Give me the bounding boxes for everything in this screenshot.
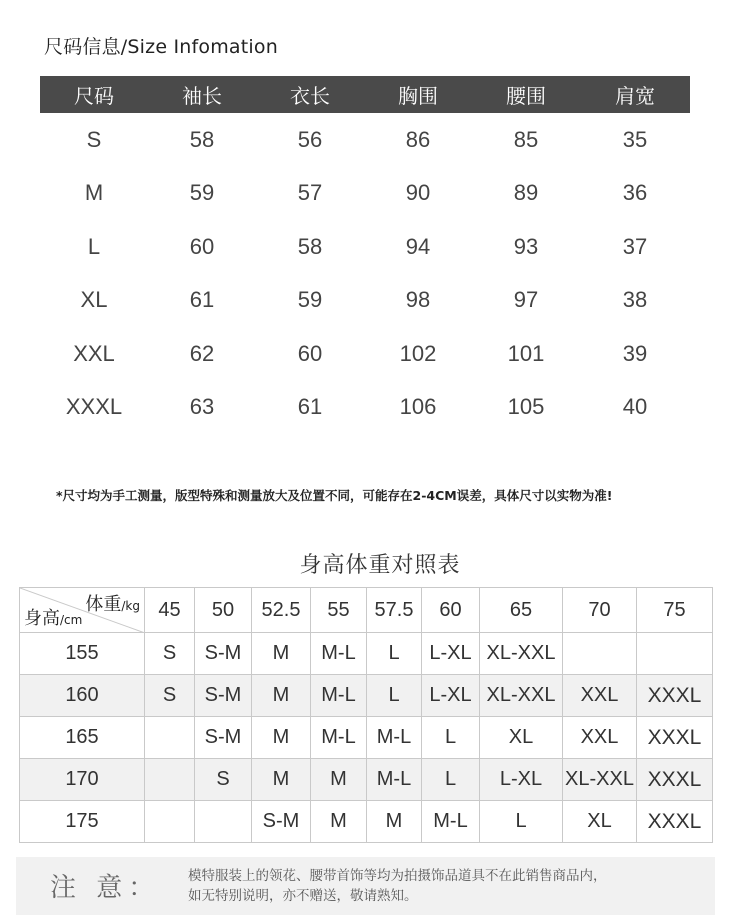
table-cell: S: [195, 759, 252, 801]
table-row: [40, 113, 690, 167]
notice-label: 注 意：: [50, 873, 161, 903]
table-cell: S-M: [252, 801, 311, 843]
height-cell: 165: [20, 717, 145, 759]
table-cell: M: [84, 180, 104, 206]
table-row: [40, 274, 690, 328]
table-cell: 85: [513, 126, 539, 152]
table-cell: M: [252, 759, 311, 801]
table-row: [40, 167, 690, 221]
page-title: 尺码信息/Size Infomation: [44, 36, 278, 58]
table-cell: 35: [622, 126, 648, 152]
notice-line: 模特服装上的领花、腰带首饰等均为拍摄饰品道具不在此销售商品内，: [188, 868, 607, 884]
table-cell: M: [311, 759, 367, 801]
table-cell: L: [480, 801, 563, 843]
height-cell: 175: [20, 801, 145, 843]
table-cell: XXXL: [637, 675, 713, 717]
notice-box: [16, 857, 715, 915]
header-garment-length: 衣长: [256, 76, 364, 113]
table-cell: [145, 801, 195, 843]
table-cell: S: [145, 675, 195, 717]
table-cell: 39: [622, 340, 648, 366]
table-cell: M-L: [422, 801, 480, 843]
height-weight-table: [19, 587, 713, 843]
table-cell: M: [367, 801, 422, 843]
table-cell: S: [145, 633, 195, 675]
table-cell: L-XL: [480, 759, 563, 801]
table-row: [40, 381, 690, 435]
table-cell: [637, 633, 713, 675]
size-table-header-row: [40, 76, 690, 113]
table-cell: 60: [189, 233, 215, 259]
height-axis-label: 身高/cm: [24, 608, 83, 629]
table-cell: 59: [189, 180, 215, 206]
header-chest: 胸围: [364, 76, 472, 113]
reference-title: 身高体重对照表: [299, 553, 461, 578]
header-size: 尺码: [40, 76, 148, 113]
table-row: [20, 717, 713, 759]
size-table: [40, 76, 690, 434]
weight-header-row: [20, 588, 713, 633]
table-cell: 56: [297, 126, 323, 152]
notice-text: [188, 866, 708, 906]
table-cell: 59: [297, 287, 323, 313]
weight-header-cell: 45: [145, 588, 195, 633]
table-cell: L-XL: [422, 675, 480, 717]
table-row: [20, 801, 713, 843]
table-cell: S-M: [195, 675, 252, 717]
table-cell: M-L: [367, 759, 422, 801]
table-cell: 63: [189, 394, 215, 420]
table-cell: M: [252, 633, 311, 675]
header-sleeve-length: 袖长: [148, 76, 256, 113]
table-cell: 40: [622, 394, 648, 420]
height-cell: 170: [20, 759, 145, 801]
table-cell: 101: [507, 340, 545, 366]
table-cell: L: [422, 717, 480, 759]
table-cell: 94: [405, 233, 431, 259]
weight-header-cell: 70: [563, 588, 637, 633]
table-cell: 93: [513, 233, 539, 259]
table-cell: XXL: [73, 340, 115, 366]
table-cell: [563, 633, 637, 675]
table-cell: M-L: [367, 717, 422, 759]
table-cell: XL-XXL: [480, 633, 563, 675]
table-cell: 106: [399, 394, 437, 420]
table-cell: 105: [507, 394, 545, 420]
table-cell: M-L: [311, 633, 367, 675]
table-row: [20, 633, 713, 675]
table-cell: S-M: [195, 633, 252, 675]
table-row: [40, 327, 690, 381]
table-cell: 58: [189, 126, 215, 152]
table-cell: XXL: [563, 675, 637, 717]
header-shoulder: 肩宽: [580, 76, 690, 113]
table-cell: XXXL: [65, 394, 123, 420]
weight-header-cell: 75: [637, 588, 713, 633]
table-cell: L: [87, 233, 101, 259]
table-cell: 58: [297, 233, 323, 259]
table-cell: 98: [405, 287, 431, 313]
table-cell: XXXL: [637, 717, 713, 759]
table-cell: 62: [189, 340, 215, 366]
table-row: [40, 220, 690, 274]
table-cell: XL-XXL: [480, 675, 563, 717]
table-cell: 89: [513, 180, 539, 206]
table-cell: XL: [80, 287, 108, 313]
table-cell: XXL: [563, 717, 637, 759]
table-cell: XL-XXL: [563, 759, 637, 801]
table-cell: XL: [480, 717, 563, 759]
table-cell: XL: [563, 801, 637, 843]
header-waist: 腰围: [472, 76, 580, 113]
weight-header-cell: 50: [195, 588, 252, 633]
table-cell: M-L: [311, 675, 367, 717]
table-cell: 86: [405, 126, 431, 152]
table-cell: [195, 801, 252, 843]
weight-header-cell: 60: [422, 588, 480, 633]
table-cell: M-L: [311, 717, 367, 759]
table-cell: XXXL: [637, 759, 713, 801]
table-cell: 61: [297, 394, 323, 420]
table-cell: M: [311, 801, 367, 843]
height-cell: 155: [20, 633, 145, 675]
table-row: [20, 675, 713, 717]
table-cell: S-M: [195, 717, 252, 759]
table-cell: L: [367, 675, 422, 717]
table-cell: S: [86, 126, 102, 152]
table-cell: 61: [189, 287, 215, 313]
weight-header-cell: 65: [480, 588, 563, 633]
notice-line: 如无特别说明，亦不赠送，敬请熟知。: [188, 888, 418, 904]
height-cell: 160: [20, 675, 145, 717]
table-cell: [145, 759, 195, 801]
weight-axis-label: 体重/kg: [85, 594, 140, 615]
table-cell: [145, 717, 195, 759]
measurement-note: *尺寸均为手工测量，版型特殊和测量放大及位置不同，可能存在2-4CM误差，具体尺寸以实物为准!: [56, 488, 613, 503]
weight-header-cell: 52.5: [252, 588, 311, 633]
table-cell: M: [252, 675, 311, 717]
table-cell: 97: [513, 287, 539, 313]
table-corner-cell: [20, 588, 145, 633]
table-cell: L: [422, 759, 480, 801]
table-cell: 102: [399, 340, 437, 366]
table-row: [20, 759, 713, 801]
table-cell: 38: [622, 287, 648, 313]
table-cell: L: [367, 633, 422, 675]
table-cell: XXXL: [637, 801, 713, 843]
weight-header-cell: 57.5: [367, 588, 422, 633]
table-cell: L-XL: [422, 633, 480, 675]
table-cell: 60: [297, 340, 323, 366]
table-cell: 36: [622, 180, 648, 206]
table-cell: M: [252, 717, 311, 759]
table-cell: 90: [405, 180, 431, 206]
table-cell: 57: [297, 180, 323, 206]
table-cell: 37: [622, 233, 648, 259]
weight-header-cell: 55: [311, 588, 367, 633]
